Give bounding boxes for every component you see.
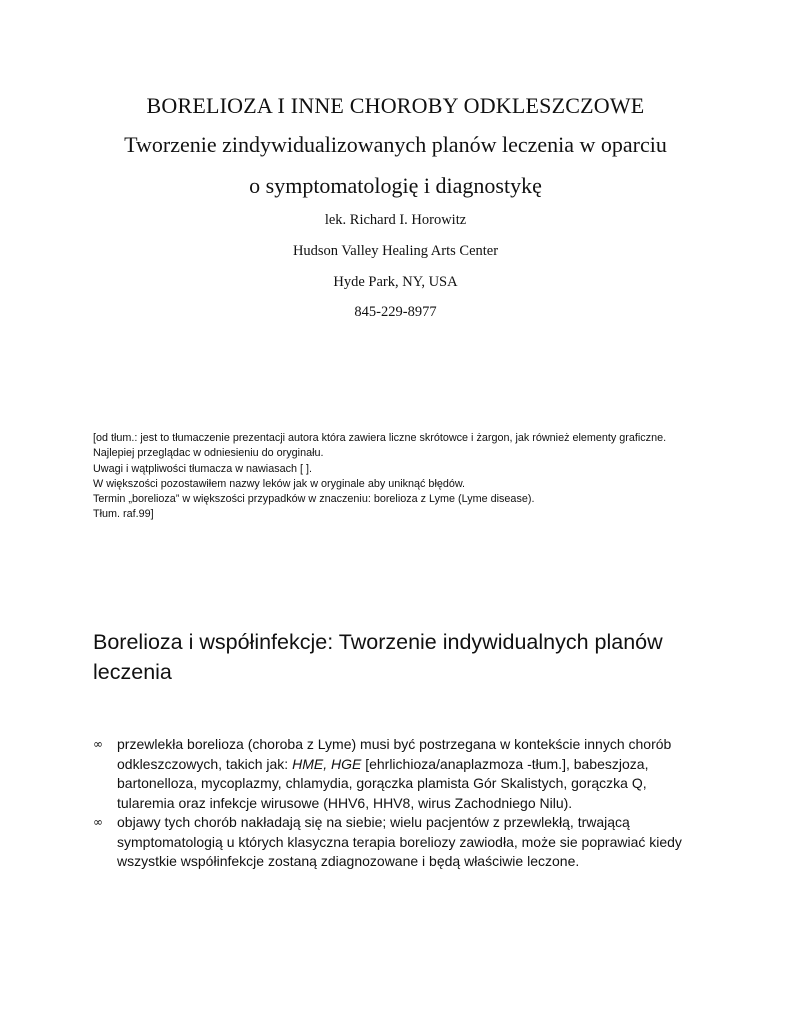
translator-note-line: [od tłum.: jest to tłumaczenie prezentacji autora która zawiera liczne skrótowce i żargon, jak również elementy graficzne. Najlepiej przeglądac w odniesieniu do oryginału.	[93, 432, 667, 460]
organization-location: Hyde Park, NY, USA	[333, 274, 458, 290]
document-title: BORELIOZA I INNE CHOROBY ODKLESZCZOWE	[146, 93, 645, 118]
section-heading: Borelioza i współinfekcje: Tworzenie indywidualnych planów leczenia	[93, 630, 663, 684]
organization-name: Hudson Valley Healing Arts Center	[292, 243, 499, 259]
infinity-icon: ∞	[93, 737, 103, 751]
list-item-emphasis: HME, HGE	[292, 755, 362, 772]
translator-note-line: Tłum. raf.99]	[93, 508, 154, 521]
list-item	[93, 735, 703, 813]
bullet-list	[93, 735, 703, 872]
author-name: lek. Richard I. Horowitz	[324, 212, 467, 228]
document-subtitle-line1: Tworzenie zindywidualizowanych planów leczenia w oparciu	[124, 132, 667, 157]
translator-note-line: W większości pozostawiłem nazwy leków jak w oryginale aby uniknąć błędów.	[93, 477, 466, 490]
document-subtitle-line2: o symptomatologię i diagnostykę	[249, 173, 542, 198]
list-item-text: przewlekła borelioza (choroba z Lyme) musi być postrzegana w kontekście innych chorób odkleszczowych, takich jak:	[117, 736, 672, 772]
translator-note-line: Termin „borelioza” w większości przypadków w znaczeniu: borelioza z Lyme (Lyme disease).	[93, 493, 535, 506]
phone-number: 845-229-8977	[354, 304, 437, 320]
list-item	[93, 813, 703, 872]
list-item-text: [ehrlichioza/anaplazmoza -tłum.], babeszjoza, bartonelloza, mycoplazmy, chlamydia, gorączka plamista Gór Skalistych, gorączka Q, tularemia oraz infekcje wirusowe (HHV6, HHV8, wirus Zachodniego Nilu).	[117, 755, 649, 811]
infinity-icon: ∞	[93, 815, 103, 829]
translator-note	[93, 431, 693, 523]
translator-note-line: Uwagi i wątpliwości tłumacza w nawiasach [ ].	[93, 462, 313, 475]
list-item-text: objawy tych chorób nakładają się na siebie; wielu pacjentów z przewlekłą, trwającą symptomatologią u których klasyczna terapia boreliozy zawiodła, może sie poprawiać kiedy wszystkie współinfekcje zostaną zdiagnozowane i będą właściwie leczone.	[117, 814, 682, 869]
